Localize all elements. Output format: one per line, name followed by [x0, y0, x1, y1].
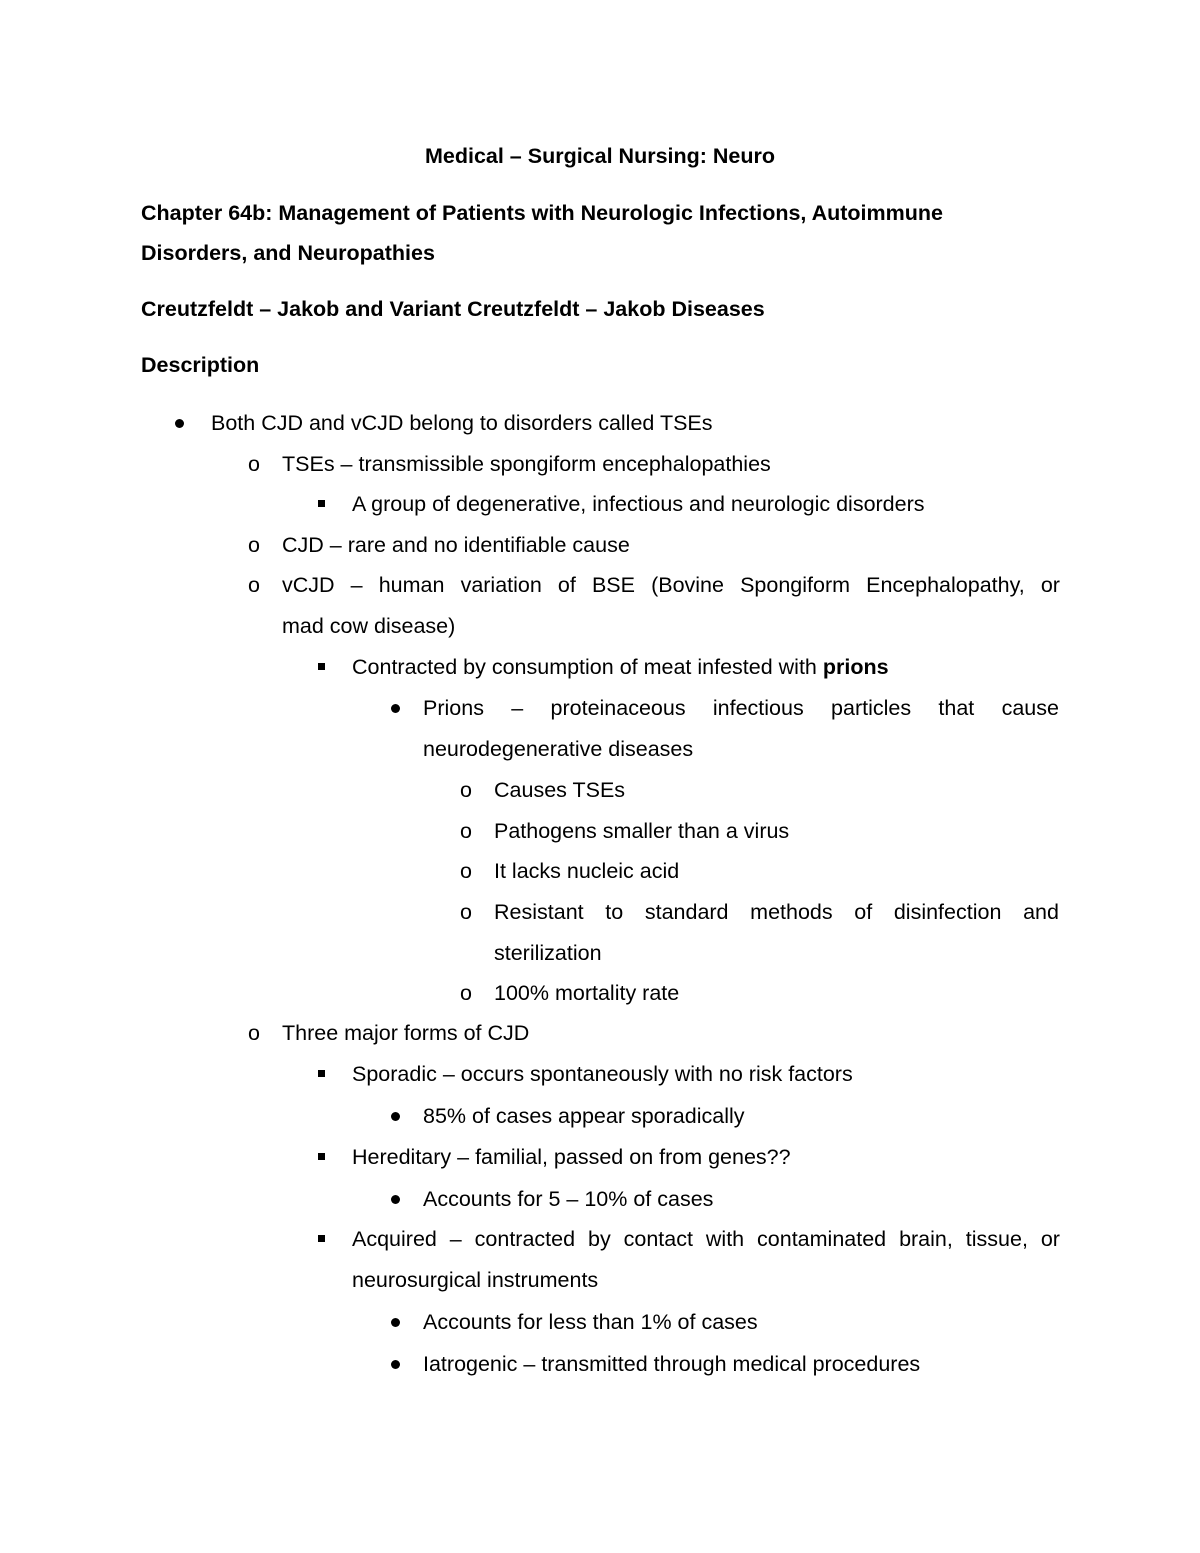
list-item: A group of degenerative, infectious and neurologic disorders — [352, 492, 925, 516]
list-item: 100% mortality rate — [494, 981, 680, 1005]
list-item-line: neurodegenerative diseases — [423, 737, 694, 761]
list-item — [352, 653, 889, 681]
disease-heading: Creutzfeldt – Jakob and Variant Creutzfeldt – Jakob Diseases — [141, 297, 765, 321]
bullet-circle-icon: o — [460, 819, 472, 843]
bullet-disc-icon — [391, 1360, 400, 1369]
bullet-circle-icon: o — [460, 981, 472, 1005]
bullet-disc-icon — [391, 1112, 400, 1121]
list-item: Iatrogenic – transmitted through medical procedures — [423, 1352, 921, 1376]
list-item: Hereditary – familial, passed on from genes?? — [352, 1145, 791, 1169]
section-heading-description: Description — [141, 353, 260, 377]
list-item: 85% of cases appear sporadically — [423, 1104, 745, 1128]
list-item-line: vCJD – human variation of BSE (Bovine Spongiform Encephalopathy, or — [282, 573, 1060, 597]
bullet-square-icon — [318, 1235, 325, 1242]
list-item-line: mad cow disease) — [282, 614, 456, 638]
bullet-circle-icon: o — [248, 452, 260, 476]
chapter-heading-line-2: Disorders, and Neuropathies — [141, 241, 435, 265]
list-item: CJD – rare and no identifiable cause — [282, 533, 630, 557]
bullet-square-icon — [318, 1070, 325, 1077]
bullet-circle-icon: o — [460, 900, 472, 924]
bullet-square-icon — [318, 663, 325, 670]
bullet-circle-icon: o — [460, 859, 472, 883]
bullet-disc-icon — [175, 419, 184, 428]
list-item: Causes TSEs — [494, 778, 626, 802]
list-item: Sporadic – occurs spontaneously with no risk factors — [352, 1062, 853, 1086]
list-item-line: Acquired – contracted by contact with contaminated brain, tissue, or — [352, 1227, 1060, 1251]
bullet-circle-icon: o — [460, 778, 472, 802]
bullet-circle-icon: o — [248, 1021, 260, 1045]
bullet-disc-icon — [391, 1195, 400, 1204]
list-item-line: Resistant to standard methods of disinfection and — [494, 900, 1059, 924]
list-item: It lacks nucleic acid — [494, 859, 680, 883]
bullet-disc-icon — [391, 704, 400, 713]
chapter-heading-line-1: Chapter 64b: Management of Patients with Neurologic Infections, Autoimmune — [141, 201, 943, 225]
list-item: Accounts for less than 1% of cases — [423, 1310, 758, 1334]
bullet-circle-icon: o — [248, 573, 260, 597]
bullet-disc-icon — [391, 1318, 400, 1327]
list-item: Both CJD and vCJD belong to disorders called TSEs — [211, 411, 713, 435]
bullet-circle-icon: o — [248, 533, 260, 557]
list-item-line: neurosurgical instruments — [352, 1268, 599, 1292]
list-item-line: Prions – proteinaceous infectious particles that cause — [423, 696, 1059, 720]
list-item: TSEs – transmissible spongiform encephalopathies — [282, 452, 771, 476]
emphasis-prions: prions — [822, 655, 889, 679]
document-title: Medical – Surgical Nursing: Neuro — [424, 144, 776, 168]
bullet-square-icon — [318, 1153, 325, 1160]
list-item: Pathogens smaller than a virus — [494, 819, 790, 843]
list-item: Accounts for 5 – 10% of cases — [423, 1187, 714, 1211]
bullet-square-icon — [318, 500, 325, 507]
list-item-text: Contracted by consumption of meat infested with — [352, 655, 823, 679]
list-item-line: sterilization — [494, 941, 602, 965]
list-item: Three major forms of CJD — [282, 1021, 530, 1045]
